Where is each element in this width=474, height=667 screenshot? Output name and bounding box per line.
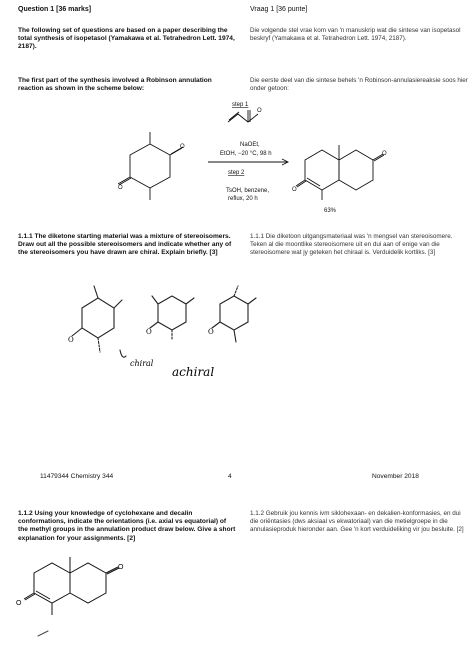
question-title-afrikaans: Vraag 1 [36 punte] <box>250 6 308 13</box>
annulation-product-structure <box>14 545 134 625</box>
robinson-annulation-scheme <box>110 100 390 230</box>
intro-text: The following set of questions are based on a paper describing the total synthesis of isopetasol (Yamakawa et al. Tetrahedron Lett. 1974, 2187). <box>18 27 235 51</box>
svg-text:O: O <box>382 151 387 157</box>
conditions2-label: reflux, 20 h <box>228 196 258 202</box>
question-1-1-1: 1.1.1 The diketone starting material was a mixture of stereoisomers. Draw out all the possible stereoisomers and indicate whether any of the stereoisomers you have drawn are chiral. Explain briefly. [3] <box>18 233 232 257</box>
handwritten-stereoisomers <box>60 280 280 390</box>
svg-text:O: O <box>68 336 74 344</box>
question-title: Question 1 [36 marks] <box>18 6 92 13</box>
yield-label: 63% <box>324 208 337 214</box>
step1-label: step 1 <box>232 102 249 108</box>
svg-text:O: O <box>16 600 22 607</box>
handwritten-achiral: achiral <box>172 365 215 379</box>
svg-text:O: O <box>257 108 262 114</box>
product-ring-left <box>305 150 339 190</box>
reagent1-label: NaOEt, <box>240 142 260 148</box>
question-1-1-2: 1.1.2 Using your knowledge of cyclohexane and decalin conformations, indicate the orientations (i.e. axial vs equatorial) of the methyl groups in the annulation product draw below. Give a short explanation for your assignments. [2] <box>18 510 236 542</box>
svg-text:O: O <box>118 185 123 191</box>
svg-text:O: O <box>208 328 214 336</box>
product-ring-right <box>339 150 373 190</box>
pen-mark <box>36 628 50 638</box>
annulation-text-afrikaans: Die eerste deel van die sintese behels 'n Robinson-annulasiereaksie soos hier onder getoon: <box>250 77 468 93</box>
conditions1-label: EtOH, −20 °C, 98 h <box>220 151 272 157</box>
intro-text-afrikaans: Die volgende stel vrae kom van 'n manuskrip wat die sintese van isopetasol beskryf (Yamakawa et al. Tetrahedron Lett. 1974, 2187). <box>250 27 461 43</box>
reagent2-label: TsOH, benzene, <box>226 188 270 194</box>
footer-date: November 2018 <box>372 473 419 480</box>
footer-page-number: 4 <box>228 473 232 480</box>
question-1-1-2-afrikaans: 1.1.2 Gebruik jou kennis ivm siklohexaan- en dekalien-konformasies, en dui die oriëntasies (dws aksiaal vs ekwatoriaal) van die metielgroepe in die annulasieproduk hieronder aan. Gee 'n kort verduideliking vir jou besluite. [2] <box>250 510 464 534</box>
methyl-vinyl-ketone <box>228 114 258 122</box>
handwritten-chiral: chiral <box>130 359 154 368</box>
annulation-text: The first part of the synthesis involved a Robinson annulation reaction as shown in the scheme below: <box>18 77 212 93</box>
svg-text:O: O <box>118 564 124 571</box>
diketone-ring <box>130 144 170 188</box>
svg-text:O: O <box>146 328 152 336</box>
svg-text:O: O <box>292 187 297 193</box>
step2-label: step 2 <box>228 170 245 176</box>
svg-text:O: O <box>180 144 185 150</box>
footer-course: 11479344 Chemistry 344 <box>40 473 114 480</box>
question-1-1-1-afrikaans: 1.1.1 Die diketoon uitgangsmateriaal was 'n mengsel van stereoisomere. Teken al die moontlike stereoisomere uit en dui aan of enige van die stereoisomere wat jy geteken het chiraal is. Verduidelik kortliks. [3] <box>250 233 453 257</box>
